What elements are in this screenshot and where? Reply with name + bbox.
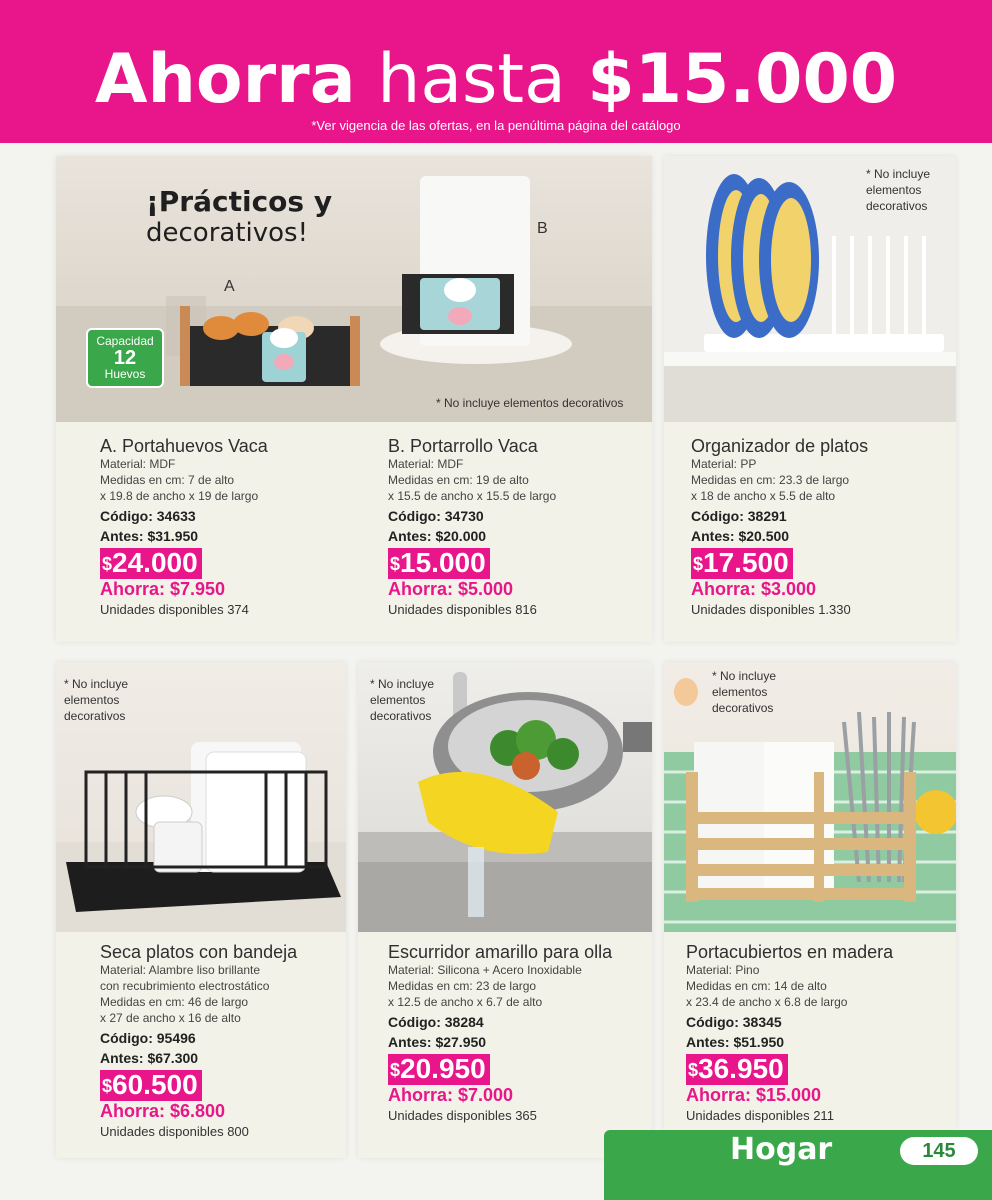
- page-number: 145: [900, 1137, 978, 1165]
- product-detail: Material: Alambre liso brillante: [100, 963, 261, 977]
- note-line: decorativos: [64, 709, 126, 723]
- strainer-photo: [358, 662, 652, 932]
- note-line: * No incluye: [370, 677, 435, 691]
- note-line: * No incluye: [712, 669, 777, 683]
- product-card-dish-rack: [56, 662, 346, 1158]
- product-detail: x 19.8 de ancho x 19 de largo: [100, 489, 259, 503]
- cutlery-holder-note: [712, 668, 776, 716]
- product-units: Unidades disponibles 211: [686, 1108, 834, 1123]
- section-label: Hogar: [730, 1132, 833, 1167]
- price-value: 17.500: [703, 547, 789, 578]
- product-price: [100, 548, 202, 579]
- product-info-plate-organizer: [691, 436, 951, 619]
- product-detail: Material: MDF: [100, 457, 176, 471]
- strainer-note: [370, 676, 434, 724]
- product-detail: Material: Pino: [686, 963, 760, 977]
- product-old-price: Antes: $67.300: [100, 1050, 199, 1066]
- product-savings: Ahorra: $6.800: [100, 1101, 226, 1121]
- product-name: Seca platos con bandeja: [100, 942, 298, 962]
- price-currency: $: [390, 554, 401, 574]
- product-name: B. Portarrollo Vaca: [388, 436, 538, 456]
- product-info-cutlery-holder: [686, 942, 952, 1125]
- headline-bold: Ahorra: [94, 40, 356, 119]
- product-code: Código: 95496: [100, 1030, 196, 1046]
- plate-organizer-photo: [664, 156, 956, 422]
- product-detail: Material: MDF: [388, 457, 464, 471]
- badge-top: Capacidad: [96, 334, 154, 348]
- product-price: [388, 1054, 490, 1085]
- dish-rack-photo: [56, 662, 346, 932]
- cutlery-holder-illustration: [664, 662, 956, 932]
- header-banner: [0, 0, 992, 143]
- product-price: [686, 1054, 788, 1085]
- dish-rack-note: [64, 676, 128, 724]
- product-card-cutlery-holder: [664, 662, 956, 1130]
- product-card-plate-organizer: [664, 156, 956, 642]
- product-savings: Ahorra: $15.000: [686, 1085, 822, 1105]
- product-savings: Ahorra: $7.000: [388, 1085, 514, 1105]
- product-detail: Medidas en cm: 19 de alto: [388, 473, 529, 487]
- product-detail: Material: PP: [691, 457, 757, 471]
- product-code: Código: 34633: [100, 508, 196, 524]
- product-detail: x 18 de ancho x 5.5 de alto: [691, 489, 836, 503]
- product-info-a: [100, 436, 370, 619]
- price-currency: $: [102, 1076, 113, 1096]
- product-code: Código: 34730: [388, 508, 484, 524]
- note-line: elementos: [866, 183, 922, 197]
- product-info-dish-rack: [100, 942, 340, 1141]
- product-savings: Ahorra: $7.950: [100, 579, 226, 599]
- note-line: decorativos: [712, 701, 774, 715]
- product-savings: Ahorra: $3.000: [691, 579, 817, 599]
- hero-title: [146, 186, 332, 248]
- headline-amount: $15.000: [587, 40, 898, 119]
- product-units: Unidades disponibles 800: [100, 1124, 249, 1139]
- product-card-hero: [56, 156, 652, 642]
- product-units: Unidades disponibles 816: [388, 602, 537, 617]
- price-value: 20.950: [400, 1053, 486, 1084]
- product-detail: x 27 de ancho x 16 de alto: [100, 1011, 241, 1025]
- note-line: elementos: [712, 685, 768, 699]
- price-value: 36.950: [698, 1053, 784, 1084]
- product-name: Organizador de platos: [691, 436, 869, 456]
- headline-light: hasta: [377, 40, 566, 119]
- product-old-price: Antes: $51.950: [686, 1034, 785, 1050]
- note-line: decorativos: [370, 709, 432, 723]
- product-detail: Material: Silicona + Acero Inoxidable: [388, 963, 582, 977]
- banner-headline: [0, 40, 992, 120]
- product-units: Unidades disponibles 1.330: [691, 602, 851, 617]
- paper-holder-image: [380, 176, 572, 364]
- product-price: [100, 1070, 202, 1101]
- product-info-strainer: [388, 942, 652, 1125]
- product-code: Código: 38345: [686, 1014, 782, 1030]
- label-a: A: [224, 278, 235, 295]
- hero-note: * No incluye elementos decorativos: [436, 396, 624, 410]
- banner-disclaimer: *Ver vigencia de las ofertas, en la penúltima página del catálogo: [311, 118, 681, 133]
- price-value: 60.500: [112, 1069, 198, 1100]
- capacity-badge: [86, 328, 164, 388]
- label-b: B: [537, 220, 548, 237]
- note-line: * No incluye: [866, 167, 931, 181]
- price-currency: $: [102, 554, 113, 574]
- hero-photo: [56, 156, 652, 422]
- product-detail: Medidas en cm: 23.3 de largo: [691, 473, 850, 487]
- product-old-price: Antes: $20.500: [691, 528, 790, 544]
- product-name: Portacubiertos en madera: [686, 942, 894, 962]
- badge-number: 12: [113, 347, 137, 369]
- product-code: Código: 38284: [388, 1014, 484, 1030]
- product-detail: Medidas en cm: 7 de alto: [100, 473, 235, 487]
- price-value: 24.000: [112, 547, 198, 578]
- product-name: A. Portahuevos Vaca: [100, 436, 268, 456]
- product-old-price: Antes: $31.950: [100, 528, 199, 544]
- note-line: decorativos: [866, 199, 928, 213]
- badge-bottom: Huevos: [104, 367, 146, 381]
- cutlery-holder-photo: [664, 662, 956, 932]
- product-info-b: [388, 436, 648, 619]
- price-currency: $: [693, 554, 704, 574]
- note-line: elementos: [64, 693, 120, 707]
- note-line: * No incluye: [64, 677, 129, 691]
- price-currency: $: [688, 1060, 699, 1080]
- product-detail: Medidas en cm: 23 de largo: [388, 979, 537, 993]
- hero-title-line1: ¡Prácticos y: [146, 185, 333, 218]
- product-price: [691, 548, 793, 579]
- product-name: Escurridor amarillo para olla: [388, 942, 613, 962]
- product-old-price: Antes: $27.950: [388, 1034, 487, 1050]
- product-detail: Medidas en cm: 46 de largo: [100, 995, 249, 1009]
- product-units: Unidades disponibles 374: [100, 602, 249, 617]
- product-detail: Medidas en cm: 14 de alto: [686, 979, 827, 993]
- product-card-strainer: [358, 662, 652, 1158]
- hero-title-line2: decorativos!: [146, 218, 309, 248]
- product-code: Código: 38291: [691, 508, 787, 524]
- product-detail: x 15.5 de ancho x 15.5 de largo: [388, 489, 557, 503]
- product-units: Unidades disponibles 365: [388, 1108, 537, 1123]
- note-line: elementos: [370, 693, 426, 707]
- product-detail: x 23.4 de ancho x 6.8 de largo: [686, 995, 848, 1009]
- price-value: 15.000: [400, 547, 486, 578]
- plate-organizer-note: [866, 166, 930, 214]
- product-price: [388, 548, 490, 579]
- product-detail: x 12.5 de ancho x 6.7 de alto: [388, 995, 543, 1009]
- price-currency: $: [390, 1060, 401, 1080]
- product-savings: Ahorra: $5.000: [388, 579, 514, 599]
- product-detail: con recubrimiento electrostático: [100, 979, 270, 993]
- product-old-price: Antes: $20.000: [388, 528, 487, 544]
